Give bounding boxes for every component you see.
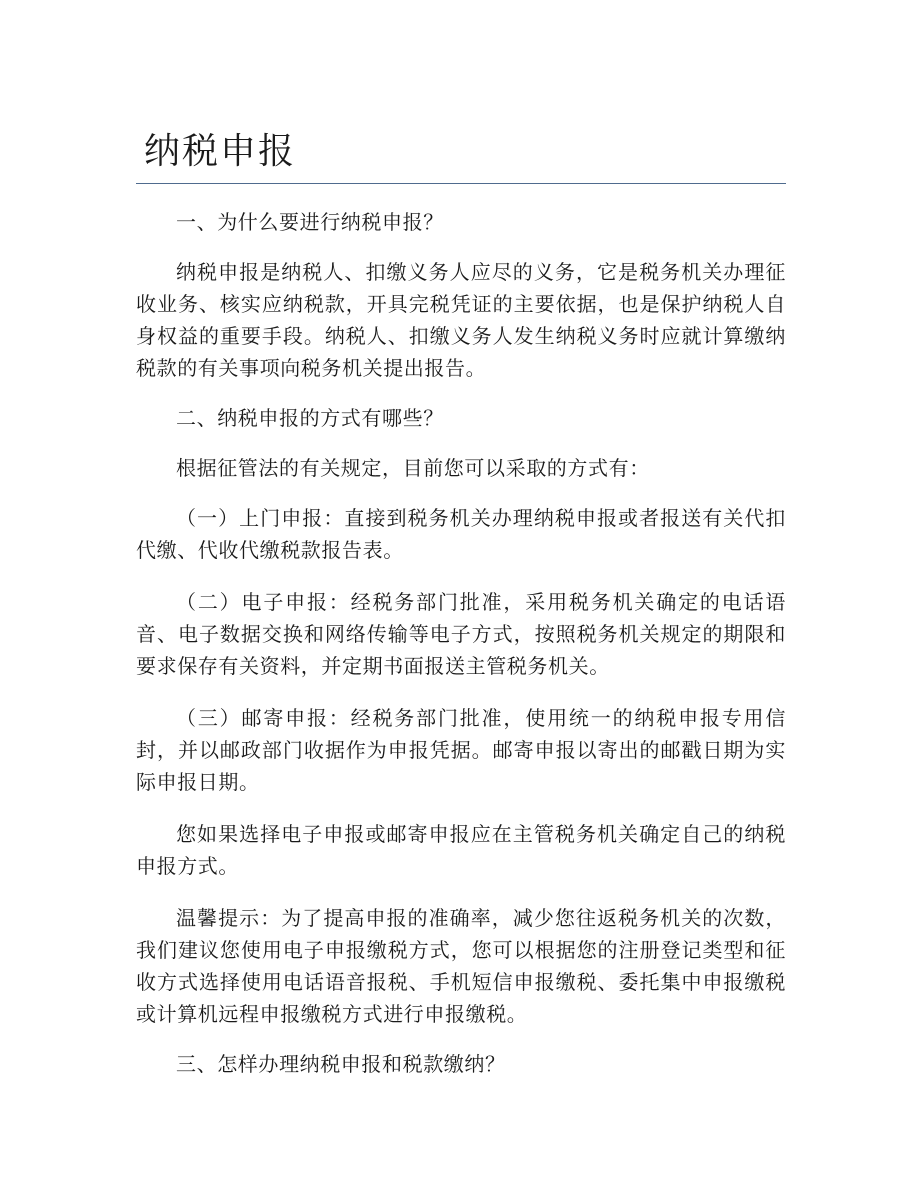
section-heading-1: 一、为什么要进行纳税申报？ — [176, 210, 444, 234]
section-heading-2: 二、纳税申报的方式有哪些？ — [176, 406, 444, 430]
title-divider — [136, 183, 786, 184]
tip-paragraph: 温馨提示：为了提高申报的准确率，减少您往返税务机关的次数，我们建议您使用电子申报缴税方式，您可以根据您的注册登记类型和征收方式选择使用电话语音报税、手机短信申报缴税、委托集中申报缴税或计算机远程申报缴税方式进行申报缴税。 — [136, 906, 786, 1026]
section-heading-3: 三、怎样办理纳税申报和税款缴纳？ — [176, 1052, 506, 1076]
list-item-mail-filing: （三）邮寄申报：经税务部门批准，使用统一的纳税申报专用信封，并以邮政部门收据作为申报凭据。邮寄申报以寄出的邮戳日期为实际申报日期。 — [136, 706, 786, 794]
paragraph: 纳税申报是纳税人、扣缴义务人应尽的义务，它是税务机关办理征收业务、核实应纳税款，开具完税凭证的主要依据，也是保护纳税人自身权益的重要手段。纳税人、扣缴义务人发生纳税义务时应就计算缴纳税款的有关事项向税务机关提出报告。 — [136, 260, 786, 380]
page-title: 纳税申报 — [144, 131, 297, 172]
paragraph: 根据征管法的有关规定，目前您可以采取的方式有： — [176, 456, 650, 480]
paragraph: 您如果选择电子申报或邮寄申报应在主管税务机关确定自己的纳税申报方式。 — [136, 822, 786, 878]
document-body — [136, 206, 786, 1098]
list-item-door-filing: （一）上门申报：直接到税务机关办理纳税申报或者报送有关代扣代缴、代收代缴税款报告表。 — [136, 506, 786, 562]
list-item-electronic-filing: （二）电子申报：经税务部门批准，采用税务机关确定的电话语音、电子数据交换和网络传输等电子方式，按照税务机关规定的期限和要求保存有关资料，并定期书面报送主管税务机关。 — [136, 590, 786, 678]
